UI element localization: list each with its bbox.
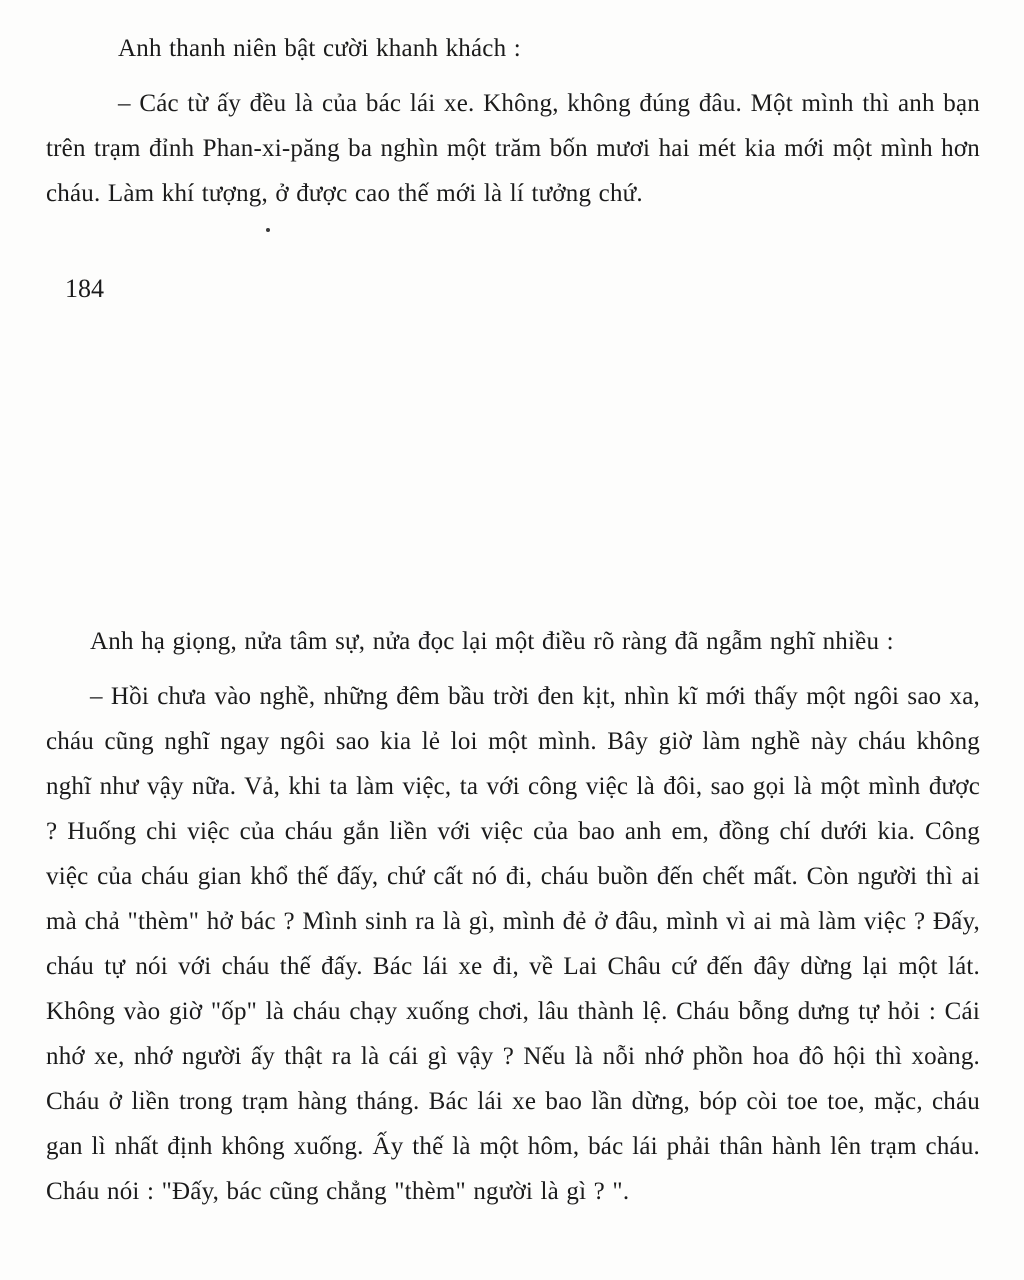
paragraph-narration-intro: Anh thanh niên bật cười khanh khách : <box>118 35 521 62</box>
blank-gap <box>46 311 980 619</box>
paragraph-dialogue-driver-words: – Các từ ấy đều là của bác lái xe. Không, không đúng đâu. Một mình thì anh bạn trên trạm đỉnh Phan-xi-păng ba nghìn một trăm bốn mươi hai mét kia mới một mình hơn cháu. Làm khí tượng, ở được cao thế mới là lí tưởng chứ. <box>46 90 980 207</box>
paragraph-dialogue-monologue: – Hồi chưa vào nghề, những đêm bầu trời đen kịt, nhìn kĩ mới thấy một ngôi sao xa, cháu cũng nghĩ ngay ngôi sao kia lẻ loi một mình. Bây giờ làm nghề này cháu không nghĩ như vậy nữa. Vả, khi ta làm việc, ta với công việc là đôi, sao gọi là một mình được ? Huống chi việc của cháu gắn liền với việc của bao anh em, đồng chí dưới kia. Công việc của cháu gian khổ thế đấy, chứ cất nó đi, cháu buồn đến chết mất. Còn người thì ai mà chả "thèm" hở bác ? Mình sinh ra là gì, mình đẻ ở đâu, mình vì ai mà làm việc ? Đấy, cháu tự nói với cháu thế đấy. Bác lái xe đi, về Lai Châu cứ đến đây dừng lại một lát. Không vào giờ "ốp" là cháu chạy xuống chơi, lâu thành lệ. Cháu bỗng dưng tự hỏi : Cái nhớ xe, nhớ người ấy thật ra là cái gì vậy ? Nếu là nỗi nhớ phồn hoa đô hội thì xoàng. Cháu ở liền trong trạm hàng tháng. Bác lái xe bao lần dừng, bóp còi toe toe, mặc, cháu gan lì nhất định không xuống. Ấy thế là một hôm, bác lái phải thân hành lên trạm cháu. Cháu nói : "Đấy, bác cũng chẳng "thèm" người là gì ? ". <box>46 683 980 1205</box>
page-number: 184 <box>65 274 104 303</box>
scan-speck-artifact <box>266 228 270 232</box>
paragraph-narration-lowered-voice: Anh hạ giọng, nửa tâm sự, nửa đọc lại một điều rõ ràng đã ngẫm nghĩ nhiều : <box>90 628 894 655</box>
